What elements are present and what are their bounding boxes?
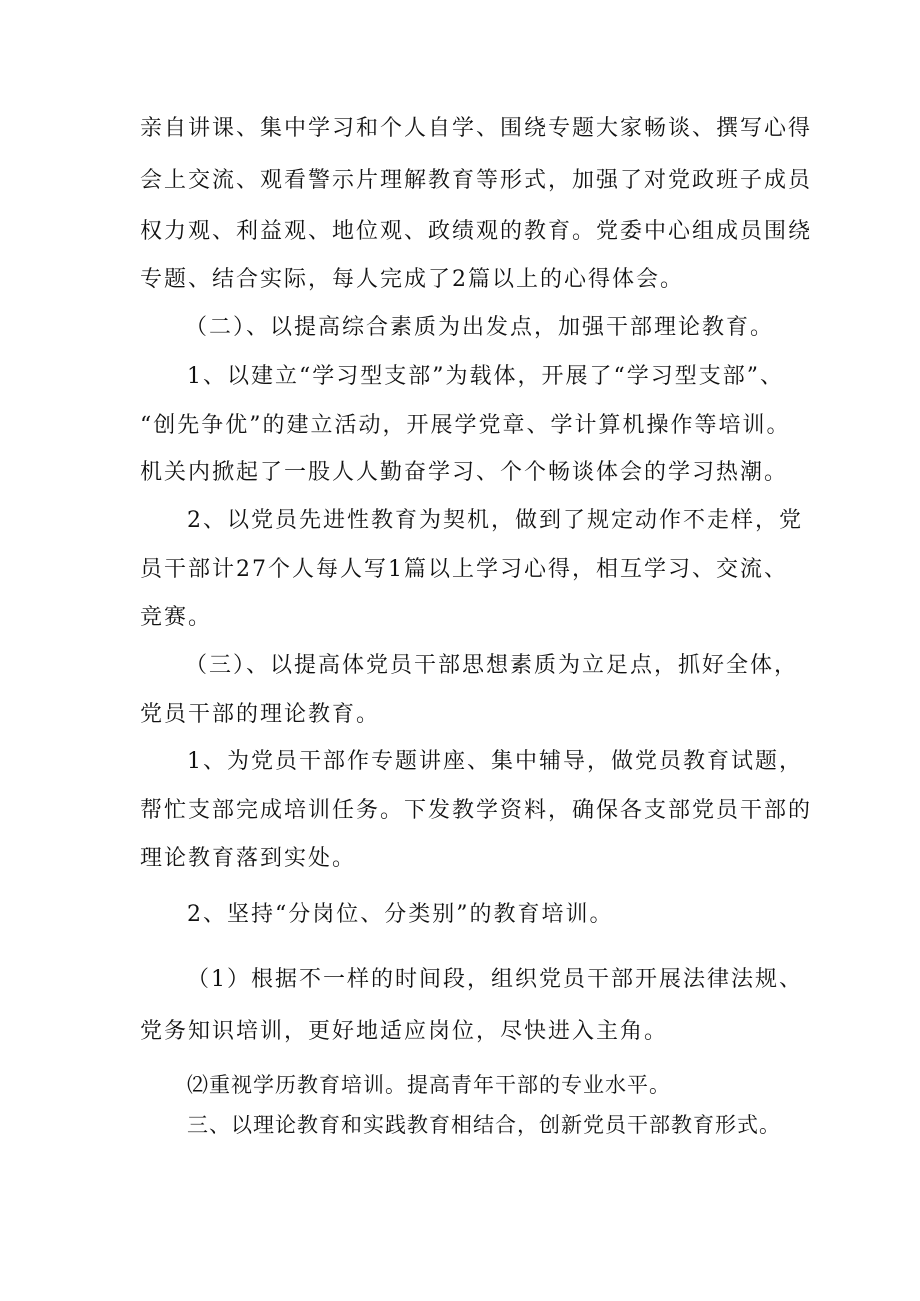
paragraph-line: 1、为党员干部作专题讲座、集中辅导，做党员教育试题， (187, 749, 803, 774)
section-heading: （三）、以提高体党员干部思想素质为立足点，抓好全体， (185, 653, 799, 678)
paragraph-line: 2、坚持“分岗位、分类别”的教育培训。 (187, 902, 614, 927)
paragraph-line: “创先争优”的建立活动，开展学党章、学计算机操作等培训。 (140, 413, 791, 438)
paragraph-line: 2、以党员先进性教育为契机，做到了规定动作不走样，党 (187, 508, 803, 533)
paragraph-line: 理论教育落到实处。 (140, 846, 357, 871)
paragraph-line: 员干部计27个人每人写1篇以上学习心得，相互学习、交流、 (140, 557, 788, 582)
paragraph-line: 帮忙支部完成培训任务。下发教学资料，确保各支部党员干部的 (140, 798, 813, 823)
paragraph-line: 权力观、利益观、地位观、政绩观的教育。党委中心组成员围绕 (140, 219, 813, 244)
paragraph-line: ⑵重视学历教育培训。提高青年干部的专业水平。 (187, 1073, 671, 1097)
paragraph-line: 党务知识培训，更好地适应岗位，尽快进入主角。 (140, 1019, 669, 1044)
section-heading: 三、以理论教育和实践教育相结合，创新党员干部教育形式。 (187, 1113, 781, 1137)
paragraph-line: （1）根据不一样的时间段，组织党员干部开展法律法规、 (187, 967, 803, 992)
paragraph-line: 党员干部的理论教育。 (140, 702, 381, 727)
paragraph-line: 亲自讲课、集中学习和个人自学、围绕专题大家畅谈、撰写心得 (140, 116, 813, 141)
section-heading: （二）、以提高综合素质为出发点，加强干部理论教育。 (185, 315, 775, 340)
paragraph-line: 会上交流、观看警示片理解教育等形式，加强了对党政班子成员 (140, 168, 813, 193)
paragraph-line: 竞赛。 (140, 605, 213, 630)
paragraph-line: 专题、结合实际，每人完成了2篇以上的心得体会。 (140, 267, 684, 292)
paragraph-line: 1、以建立“学习型支部”为载体，开展了“学习型支部”、 (187, 364, 784, 389)
paragraph-line: 机关内掀起了一股人人勤奋学习、个个畅谈体会的学习热潮。 (140, 460, 789, 485)
